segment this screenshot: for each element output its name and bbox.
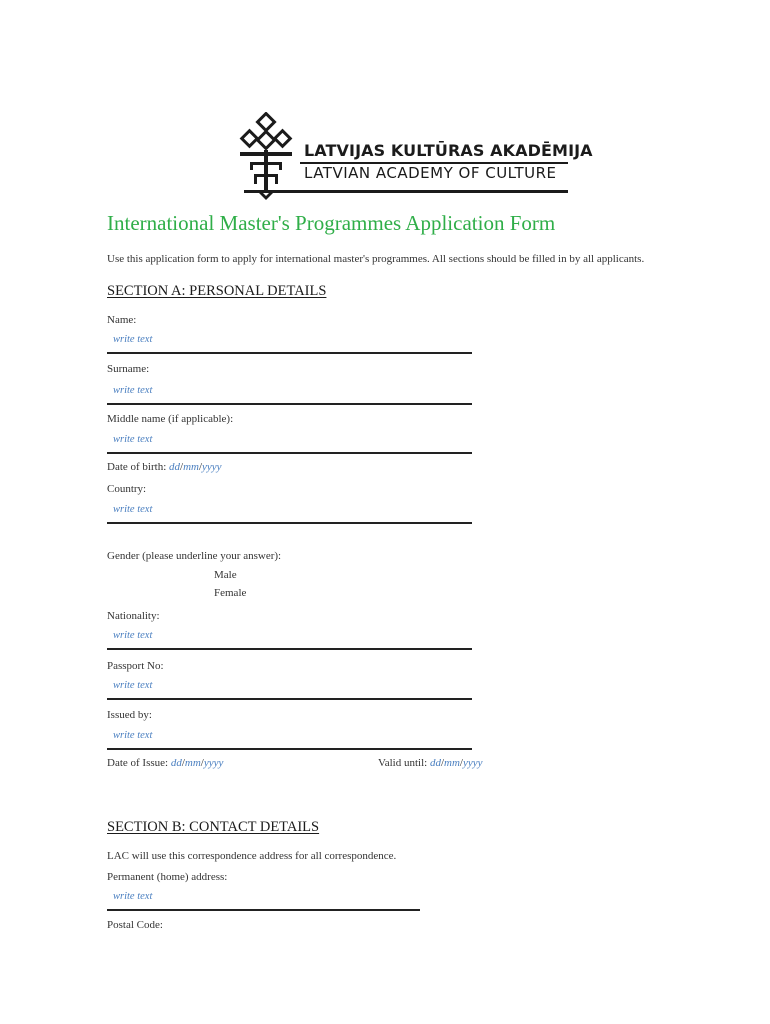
section-a-heading: SECTION A: PERSONAL DETAILS (107, 283, 327, 299)
dob-year-field[interactable]: yyyy (202, 461, 222, 473)
gender-option-female[interactable]: Female (214, 587, 247, 599)
logo-base-rule (244, 190, 568, 193)
issued-by-label: Issued by: (107, 709, 152, 721)
issue-day-field[interactable]: dd (170, 757, 182, 769)
issue-date-label: Date of Issue: (107, 757, 169, 769)
country-label: Country: (107, 483, 147, 495)
issue-month-field[interactable]: mm (184, 757, 201, 769)
intro-text: Use this application form to apply for international master's programmes. All sections should be filled in by all applicants. (107, 253, 645, 265)
section-b-heading: SECTION B: CONTACT DETAILS (107, 819, 320, 835)
name-underline (107, 352, 472, 354)
passport-label: Passport No: (107, 660, 164, 672)
valid-until-label: Valid until: (378, 757, 428, 769)
logo-english-name: LATVIAN ACADEMY OF CULTURE (304, 164, 557, 182)
nationality-label: Nationality: (107, 610, 160, 622)
name-label: Name: (107, 314, 137, 326)
middle-name-label: Middle name (if applicable): (107, 413, 234, 425)
gender-label: Gender (please underline your answer): (107, 550, 282, 562)
passport-field[interactable]: write text (113, 680, 153, 691)
country-field[interactable]: write text (113, 504, 153, 515)
address-underline (107, 909, 420, 911)
nationality-field[interactable]: write text (113, 630, 153, 641)
valid-month-field[interactable]: mm (444, 757, 460, 769)
gender-option-male[interactable]: Male (214, 569, 237, 581)
issued-by-field[interactable]: write text (113, 730, 153, 741)
postal-code-label: Postal Code: (107, 919, 163, 931)
middle-name-underline (107, 452, 472, 454)
surname-underline (107, 403, 472, 405)
nationality-underline (107, 648, 472, 650)
name-field[interactable]: write text (113, 334, 153, 345)
correspondence-note: LAC will use this correspondence address for all correspondence. (107, 850, 397, 862)
dob-label: Date of birth: (107, 461, 167, 473)
date-of-issue: Date of Issue: dd/mm/yyyy (107, 757, 224, 769)
surname-field[interactable]: write text (113, 385, 153, 396)
dob-day-field[interactable]: dd (169, 461, 181, 473)
page-title: International Master's Programmes Application Form (107, 211, 556, 235)
address-label: Permanent (home) address: (107, 871, 228, 883)
dob-month-field[interactable]: mm (183, 461, 199, 473)
date-of-birth: Date of birth: dd/mm/yyyy (107, 461, 222, 473)
issue-year-field[interactable]: yyyy (203, 757, 224, 769)
passport-underline (107, 698, 472, 700)
logo-latvian-name: LATVIJAS KULTŪRAS AKADĒMIJA (304, 141, 593, 160)
valid-until: Valid until: dd/mm/yyyy (378, 757, 483, 769)
valid-year-field[interactable]: yyyy (462, 757, 483, 769)
middle-name-field[interactable]: write text (113, 434, 153, 445)
valid-day-field[interactable]: dd (429, 757, 441, 769)
address-field[interactable]: write text (113, 891, 153, 902)
surname-label: Surname: (107, 363, 150, 375)
issued-by-underline (107, 748, 472, 750)
country-underline (107, 522, 472, 524)
